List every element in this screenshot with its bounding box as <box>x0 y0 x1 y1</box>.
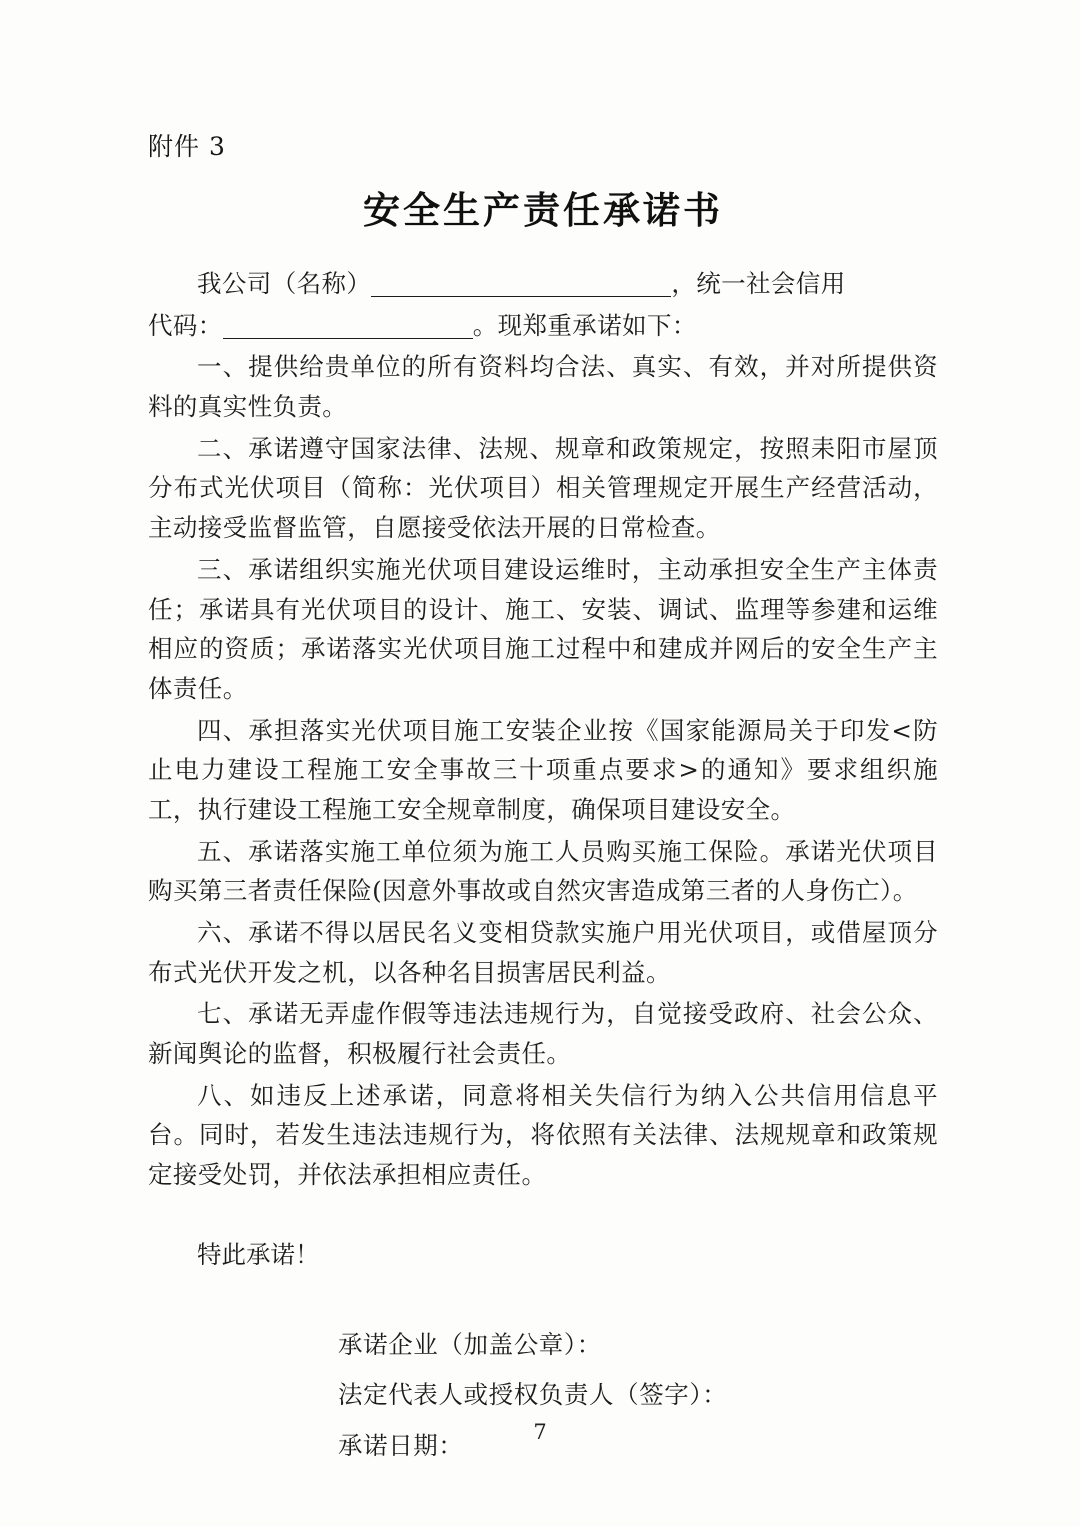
intro-paragraph <box>148 264 938 304</box>
intro-line2-before: 代码： <box>148 310 223 340</box>
clause-6: 六、承诺不得以居民名义变相贷款实施户用光伏项目，或借屋顶分布式光伏开发之机，以各种名目损害居民利益。 <box>148 918 938 987</box>
signature-date: 承诺日期： <box>338 1431 464 1460</box>
document-content <box>148 132 938 1479</box>
credit-code-blank[interactable] <box>223 312 473 339</box>
clause-7: 七、承诺无弄虚作假等违法违规行为，自觉接受政府、社会公众、新闻舆论的监督，积极履行社会责任。 <box>148 999 938 1069</box>
clause-8: 八、如违反上述承诺，同意将相关失信行为纳入公共信用信息平台。同时，若发生违法违规行为，将依照有关法律、法规规章和政策规定接受处罚，并依法承担相应责任。 <box>148 1080 938 1190</box>
clause-5: 五、承诺落实施工单位须为施工人员购买施工保险。承诺光伏项目购买第三者责任保险(因意外事故或自然灾害造成第三者的人身伤亡）。 <box>148 836 938 906</box>
document-body <box>148 264 938 1195</box>
special-note: 特此承诺！ <box>197 1239 320 1269</box>
signature-company: 承诺企业（加盖公章）： <box>338 1329 602 1359</box>
intro-paragraph-line2 <box>148 306 938 346</box>
clause-4: 四、承担落实光伏项目施工安装企业按《国家能源局关于印发<防止电力建设工程施工安全事故三十项重点要求>的通知》要求组织施工，执行建设工程施工安全规章制度，确保项目建设安全。 <box>148 715 938 824</box>
clause-2: 二、承诺遵守国家法律、法规、规章和政策规定，按照耒阳市屋顶分布式光伏项目（简称：光伏项目）相关管理规定开展生产经营活动，主动接受监督监管，自愿接受依法开展的日常检查。 <box>148 433 938 543</box>
signature-block <box>338 1327 938 1465</box>
intro-line1-before: 我公司（名称） <box>197 269 372 298</box>
intro-line2-after: 。现郑重承诺如下： <box>472 310 697 340</box>
company-name-blank[interactable] <box>371 270 671 297</box>
clause-3: 三、承诺组织实施光伏项目建设运维时，主动承担安全生产主体责任；承诺具有光伏项目的设计、施工、安装、调试、监理等参建和运维相应的资质；承诺落实光伏项目施工过程中和建成并网后的安全生产主体责任。 <box>148 554 938 703</box>
signature-representative: 法定代表人或授权负责人（签字）： <box>338 1380 728 1410</box>
attachment-label: 附件 3 <box>148 132 226 161</box>
page-title: 安全生产责任承诺书 <box>363 188 723 232</box>
page-number: 7 <box>533 1420 547 1444</box>
clause-1: 一、提供给贵单位的所有资料均合法、真实、有效，并对所提供资料的真实性负责。 <box>148 352 938 422</box>
intro-line1-after: ，统一社会信用 <box>671 269 846 298</box>
